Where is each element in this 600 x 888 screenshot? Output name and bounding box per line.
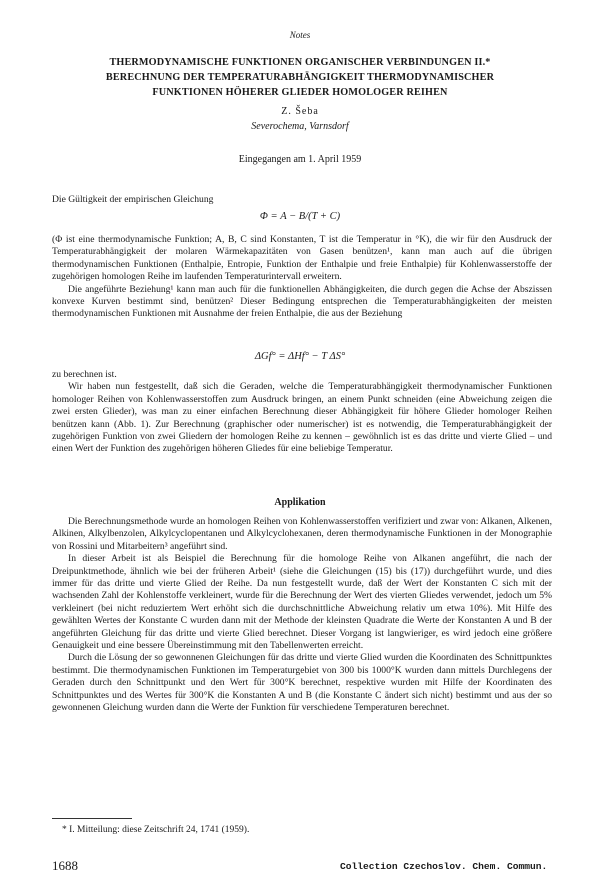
section-heading: Applikation [274, 497, 326, 508]
footnote-rule [52, 818, 132, 819]
section-p1: Die Berechnungsmethode wurde an homologen Reihen von Kohlenwasserstoffen verifiziert und zwar von: Alkanen, Alkenen, Alkinen, Alkylbenzolen, Alkylcyclopentanen und Alkylcyclohexanen, deren thermodynamische Funktionen in der Monographie von Rossini und Mitarbeitern³ angeführt sind. [52, 516, 552, 552]
footnote: * I. Mitteilung: diese Zeitschrift 24, 1741 (1959). [62, 825, 250, 835]
intro-p3: Die angeführte Beziehung¹ kann man auch für die funktionellen Abhängigkeiten, die durch gegen die Achse der Abszissen konvexe Kurven bestimmt sind, benützen² Dieser Bedingung entsprechen die Temperaturabhängigkeiten der meisten thermodynamischen Funktionen mit Ausnahme der freien Enthalpie, die aus der Beziehung [52, 283, 552, 320]
section-p3: Durch die Lösung der so gewonnenen Gleichungen für das dritte und vierte Glied wurden die Koordinaten des Schnittpunktes bestimmt. Die thermodynamischen Funktionen im Temperaturgebiet von 300 bis 1000°K wurden dann mittels Durchlegens der Geraden durch den Schnittpunkt und den Wert für 300°K berechnet, respektive wurden mit Hilfe der Koordinaten des Schnittpunktes und des Wertes für 300°K die Konstanten A und B (die Konstante C ändert sich nicht) bestimmt und aus der so gewonnenen Gleichung wurden dann die Werte der Funktion für verschiedene Temperaturen berechnet. [52, 652, 552, 714]
page-number: 1688 [52, 858, 78, 873]
title-line-1: THERMODYNAMISCHE FUNKTIONEN ORGANISCHER VERBINDUNGEN II.* [109, 57, 491, 68]
article-title [50, 55, 550, 100]
intro-p2: (Φ ist eine thermodynamische Funktion; A, B, C sind Konstanten, T ist die Temperatur in °K), die wir für den Ausdruck der Temperaturabhängigkeit der molaren Wärmekapazitäten von Gasen benützen¹, kann man auch auf die übrigen thermodynamischen Funktionen (Enthalpie, Entropie, Funktion der Enthalpie und freie Enthalpie) für Kohlenwasserstoffe der zugehörigen homologen Reihe im laufenden Temperaturintervall erweitern. [52, 234, 552, 283]
intro-block-b [52, 369, 552, 456]
running-head: Notes [289, 30, 311, 40]
section-body [52, 516, 552, 715]
intro-p1: Die Gültigkeit der empirischen Gleichung [52, 194, 214, 205]
section-p2: In dieser Arbeit ist als Beispiel die Berechnung für die homologe Reihe von Alkanen angeführt, die nach der Dreipunktmethode, ähnlich wie bei der früheren Arbeit¹ (siehe die Gleichungen (15) bis (17)) durchgeführt wurde, und dies immer für das dritte und vierte Glied der Reihe. Da nun festgestellt wurde, daß der Wert der Konstanten C sich mit der wachsenden Zahl der Kohlenstoffe verkleinert, wurde für die Berechnung der Wert des vierten Gliedes verwendet, jedoch um 5% verkleinert (bei nicht reduziertem Wert erhöht sich die durchschnittliche Abweichung relativ um etwa 10%). Mit Hilfe des gewählten Wertes der Konstante C wurden dann mit der Methode der kleinsten Quadrate die Werte der Konstanten A und B der angeführten Gleichung für das dritte und vierte Glied berechnet. Dieser Vorgang ist langwieriger, es wird jedoch eine größere Genauigkeit und eine bessere Übereinstimmung mit den Tabellenwerten erreicht. [52, 553, 552, 652]
received-date: Eingegangen am 1. April 1959 [238, 154, 362, 165]
title-line-3: FUNKTIONEN HÖHERER GLIEDER HOMOLOGER REIHEN [152, 87, 448, 98]
title-line-2: BERECHNUNG DER TEMPERATURABHÄNGIGKEIT THERMODYNAMISCHER [105, 72, 495, 83]
journal-name: Collection Czechoslov. Chem. Commun. [340, 861, 548, 872]
intro-paragraph-1 [52, 194, 552, 206]
author: Z. Šeba [281, 106, 319, 117]
intro-block-a [52, 234, 552, 321]
equation-2: ΔGf° = ΔHf° − T ΔS° [254, 351, 346, 362]
intro-p5: Wir haben nun festgestellt, daß sich die Geraden, welche die Temperaturabhängigkeit thermodynamischer Funktionen homologer Reihen von Kohlenwasserstoffen zum Ausdruck bringen, an einem Punkt schneiden (eine Abweichung zeigen die zwei ersten Glieder), was man zu einer einfachen Berechnung dieser Abhängigkeit für höhere Glieder homologer Reihen benützen kann (Abb. 1). Zur Berechnung (graphischer oder numerischer) ist es notwendig, die Temperaturabhängigkeit der zugehörigen Funktion von zwei Gliedern der homologen Reihe zu kennen – gewöhnlich ist es das dritte und vierte Glied – und einen Wert der Funktion des zugehörigen höheren Gliedes für eine beliebige Temperatur. [52, 381, 552, 455]
affiliation: Severochema, Varnsdorf [251, 121, 349, 132]
intro-p4: zu berechnen ist. [52, 369, 117, 380]
equation-1: Φ = A − B/(T + C) [259, 211, 341, 222]
